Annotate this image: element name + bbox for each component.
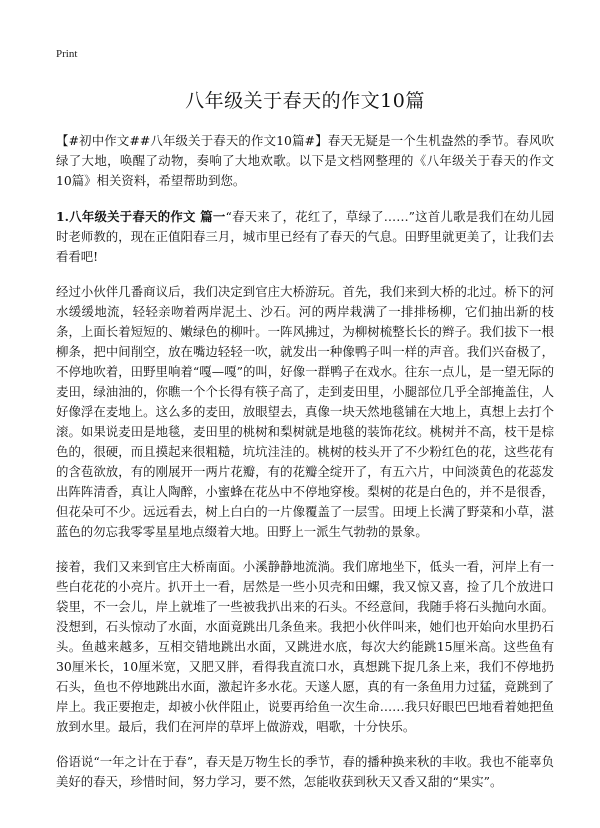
essay-paragraph-3: 接着，我们又来到官庄大桥南面。小溪静静地流淌。我们席地坐下，低头一看，河岸上有一些白花花的小亮片。扒开土一看，居然是一些小贝壳和田螺，我又惊又喜，捡了几个放进口袋里，不一会儿，岸上就堆了一些被我扒出来的石头。不经意间，我随手将石头抛向水面。没想到，石头惊动了水面，水面竟跳出几条鱼来。我把小伙伴叫来，她们也开始向水里扔石头。鱼越来越多，互相交错地跳出水面，又跳进水底，每次大约能跳15厘米高。这些鱼有30厘米长，10厘米宽，又肥又胖，看得我直流口水，真想跳下捉几条上来，我们不停地扔石头，鱼也不停地跳出水面，激起许多水花。天遂人愿，真的有一条鱼用力过猛，竟跳到了岸上。我正要抱走，却被小伙伴阻止，说要再给鱼一次生命……我只好眼巴巴地看着她把鱼放到水里。最后，我们在河岸的草坪上做游戏，唱歌，十分快乐。 xyxy=(56,559,554,734)
intro-text: 春天无疑是一个生机盎然的季节。春风吹绿了大地，唤醒了动物，奏响了大地欢歌。以下是文档网整理的《八年级关于春天的作文10篇》相关资料，希望帮助到您。 xyxy=(56,133,555,188)
essay-1-heading: 1.八年级关于春天的作文 篇一 xyxy=(56,209,226,224)
intro-tag: 【#初中作文##八年级关于春天的作文10篇#】 xyxy=(56,133,328,148)
essay-paragraph-1 xyxy=(56,207,554,267)
essay-paragraph-2: 经过小伙伴几番商议后，我们决定到官庄大桥游玩。首先，我们来到大桥的北过。桥下的河水缓缓地流，轻轻亲吻着两岸泥土、沙石。河的两岸栽满了一排排杨柳，它们抽出新的枝条，上面长着短短的、嫩绿色的柳叶。一阵风拂过，为柳树梳整长长的辫子。我们拔下一根柳条，把中间削空，放在嘴边轻轻一吹，就发出一种像鸭子叫一样的声音。我们兴奋极了，不停地吹着，田野里响着“嘎—嘎”的叫，好像一群鸭子在戏水。往东一点儿，是一望无际的麦田，绿油油的，你瞧一个个长得有筷子高了，走到麦田里，小腿部位几乎全部掩盖住，人好像浮在麦地上。这么多的麦田，放眼望去，真像一块天然地毯铺在大地上，真想上去打个滚。如果说麦田是地毯，麦田里的桃树和梨树就是地毯的装饰花纹。桃树并不高，枝干是棕色的，很硬，而且摸起来很粗糙，坑坑洼洼的。桃树的枝头开了不少粉红色的花，这些花有的含苞欲放，有的刚展开一两片花瓣，有的花瓣全绽开了，有五六片，中间淡黄色的花蕊发出阵阵清香，真让人陶醉，小蜜蜂在花丛中不停地穿梭。梨树的花是白色的，并不是很香，但花朵可不少。远远看去，树上白白的一片像覆盖了一层雪。田埂上长满了野菜和小草，湛蓝色的勿忘我零零星星地点缀着大地。田野上一派生气勃勃的景象。 xyxy=(56,284,554,539)
document-title: 八年级关于春天的作文10篇 xyxy=(185,90,425,112)
essay-paragraph-4: 俗语说“一年之计在于春”，春天是万物生长的季节，春的播种换来秋的丰收。我也不能辜负美好的春天，珍惜时间，努力学习，要不然，怎能收获到秋天又香又甜的“果实”。 xyxy=(56,754,554,789)
intro-paragraph xyxy=(56,131,554,191)
paragraph-text: “春天来了，花红了，草绿了……”这首儿歌是我们在幼儿园时老师教的，现在正值阳春三月，城市里已经有了春天的气息。田野里就更美了，让我们去看看吧! xyxy=(56,209,554,264)
print-label: Print xyxy=(56,48,78,60)
